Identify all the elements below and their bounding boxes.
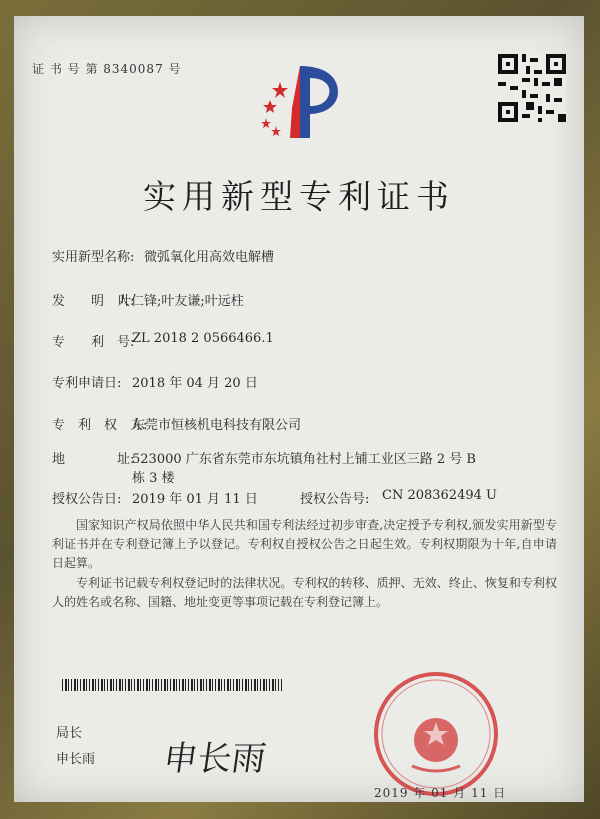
field-label-utility-model-name: 实用新型名称: (52, 250, 135, 265)
field-value-inventors: 叶仁锋;叶友谦;叶远柱 (118, 294, 244, 309)
field-label-patentee: 专 利 权 人: (52, 418, 148, 433)
field-value-patent-number: ZL 2018 2 0566466.1 (132, 331, 274, 346)
field-value-address-line2: 栋 3 楼 (132, 471, 175, 486)
field-label-application-date: 专利申请日: (52, 376, 122, 391)
official-seal-icon (372, 670, 500, 798)
grant-number-value: CN 208362494 U (382, 488, 497, 503)
barcode (62, 679, 282, 691)
certificate-number: 证 书 号 第 8340087 号 (32, 62, 182, 76)
field-label-address: 地 址: (52, 452, 135, 467)
notice-paragraph-1: 国家知识产权局依照中华人民共和国专利法经过初步审查,决定授予专利权,颁发实用新型专利证书并在专利登记簿上予以登记。专利权自授权公告之日起生效。专利权期限为十年,自申请日起算。 (52, 518, 557, 570)
grant-number-label: 授权公告号: (300, 492, 370, 507)
field-value-utility-model-name: 微弧氧化用高效电解槽 (144, 250, 275, 265)
seal-date: 2019 年 01 月 11 日 (374, 786, 507, 800)
director-role-label: 局长 (56, 726, 83, 741)
grant-date-label: 授权公告日: (52, 492, 122, 507)
field-value-patentee: 东莞市恒核机电科技有限公司 (132, 418, 302, 433)
director-name: 申长雨 (56, 752, 96, 767)
field-value-application-date: 2018 年 04 月 20 日 (132, 376, 258, 391)
director-signature: 申长雨 (160, 739, 269, 779)
field-label-patent-number: 专 利 号: (52, 335, 135, 350)
certificate-title: 实用新型专利证书 (143, 177, 455, 216)
patent-office-logo-icon (252, 38, 352, 148)
qr-code-icon (498, 54, 566, 122)
notice-paragraph-2: 专利证书记载专利权登记时的法律状况。专利权的转移、质押、无效、终止、恢复和专利权人的姓名或名称、国籍、地址变更等事项记载在专利登记簿上。 (52, 576, 557, 609)
certificate-paper (14, 16, 584, 802)
field-label-inventors: 发 明 人: (52, 294, 135, 309)
grant-date-value: 2019 年 01 月 11 日 (132, 492, 258, 507)
field-value-address: 523000 广东省东莞市东坑镇角社村上铺工业区三路 2 号 B (132, 452, 476, 467)
